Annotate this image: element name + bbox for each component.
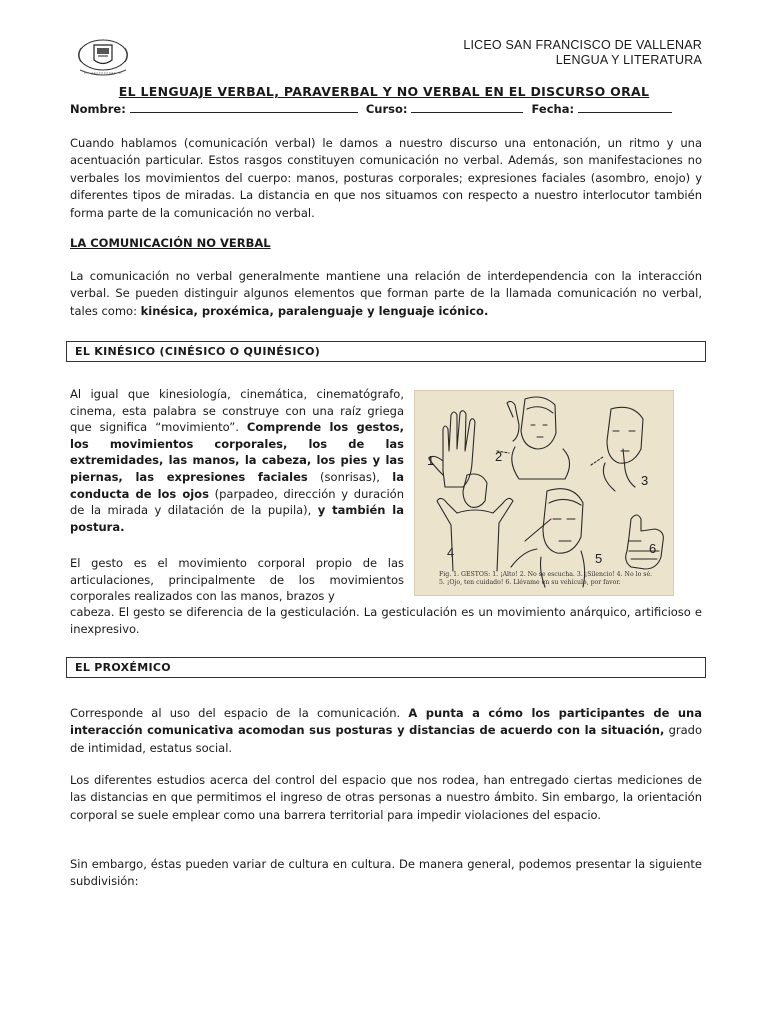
section-heading-kinesico: EL KINÉSICO (CINÉSICO O QUINÉSICO) [66, 341, 706, 362]
gestures-figure [414, 390, 674, 596]
kinesico-text-e: (parpadeo, dirección y duración de la mirada y dilatación de la pupila), [70, 486, 404, 518]
date-field[interactable] [578, 101, 672, 113]
proxemico-text-b: A punta a cómo los participantes de una interacción comunicativa acomodan sus posturas y distancias de acuerdo con la situación, [70, 706, 703, 738]
intro-paragraph: Cuando hablamos (comunicación verbal) le damos a nuestro discurso una entonación, un ritmo y una acentuación particular. Estos rasgos constituyen comunicación no verbal. Además, son manifestaciones no verbales los movimientos del cuerpo: manos, posturas corporales; expresiones faciales (asombro, enojo) y diferentes tipos de miradas. La distancia en que nos situamos con respecto a nuestro interlocutor también forma parte de la comunicación no verbal. [70, 136, 702, 220]
proxemico-text-c: grado de intimidad, estatus social. [70, 723, 702, 755]
kinesico-text-c: (sonrisas), [307, 469, 393, 484]
proxemico-paragraph-3: Sin embargo, éstas pueden variar de cultura en cultura. De manera general, podemos presentar la siguiente subdivisión: [70, 857, 702, 889]
figure-label-2: 2 [495, 449, 503, 464]
nonverbal-text: La comunicación no verbal generalmente mantiene una relación de interdependencia con la interacción verbal. Se pueden distinguir algunos elementos que forman parte de la llamada comunicación no verbal, tales como: [70, 269, 702, 318]
school-crest-icon [72, 36, 134, 80]
document-title: EL LENGUAJE VERBAL, PARAVERBAL Y NO VERBAL EN EL DISCURSO ORAL [118, 84, 650, 99]
proxemico-paragraph-1 [70, 705, 702, 757]
course-field[interactable] [411, 101, 523, 113]
kinesico-text-b: Comprende los gestos, los movimientos corporales, los de las extremidades, las manos, la cabeza, los pies y las piernas, las expresiones faciales [70, 420, 404, 484]
kinesico-text-a: Al igual que kinesiología, cinemática, cinematógrafo, cinema, esta palabra se construye con una raíz griega que significa “movimiento”. [70, 387, 404, 435]
section-heading-proxemico: EL PROXÉMICO [66, 657, 706, 678]
figure-label-1: 1 [427, 453, 435, 468]
name-label: Nombre: [70, 102, 126, 116]
kinesico-text-d: la conducta de los ojos [70, 469, 404, 501]
figure-caption [439, 571, 669, 587]
section-heading-nonverbal: LA COMUNICACIÓN NO VERBAL [70, 236, 271, 250]
kinesico-paragraph-2-column: El gesto es el movimiento corporal propio de las articulaciones, principalmente de los movimientos corporales realizados con las manos, brazos y [70, 556, 404, 604]
date-label: Fecha: [531, 102, 575, 116]
nonverbal-elements: kinésica, proxémica, paralenguaje y lenguaje icónico. [140, 303, 489, 318]
kinesico-paragraph-1 [70, 386, 404, 535]
name-field[interactable] [130, 101, 358, 113]
student-info-line [70, 101, 676, 116]
proxemico-text-a: Corresponde al uso del espacio de la comunicación. [70, 706, 409, 720]
course-label: Curso: [365, 102, 408, 116]
kinesico-paragraph-2-full: cabeza. El gesto se diferencia de la gesticulación. La gesticulación es un movimiento anárquico, artificioso e inexpresivo. [70, 605, 702, 636]
figure-caption-line-2: 5. ¡Ojo, ten cuidado! 6. Llévame en su vehículo, por favor. [439, 579, 621, 586]
figure-label-6: 6 [649, 541, 657, 556]
figure-label-4: 4 [447, 545, 455, 560]
proxemico-paragraph-2: Los diferentes estudios acerca del control del espacio que nos rodea, han entregado ciertas mediciones de las distancias en que permitimos el ingreso de otras personas a nuestro ámbito. Sin embargo, la orientación corporal se suele emplear como una barrera territorial para impedir violaciones del espacio. [70, 773, 702, 822]
kinesico-text-f: y también la postura. [70, 503, 404, 534]
figure-caption-line-1: Fig. 1. GESTOS: 1. ¡Alto! 2. No se escucha. 3. ¡Silencio! 4. No lo sé. [439, 571, 653, 578]
school-name: LICEO SAN FRANCISCO DE VALLENAR [463, 38, 702, 52]
subject-name: LENGUA Y LITERATURA [555, 53, 702, 67]
nonverbal-paragraph [70, 268, 702, 320]
figure-label-5: 5 [595, 551, 603, 566]
figure-label-3: 3 [641, 473, 649, 488]
school-header [463, 38, 702, 68]
